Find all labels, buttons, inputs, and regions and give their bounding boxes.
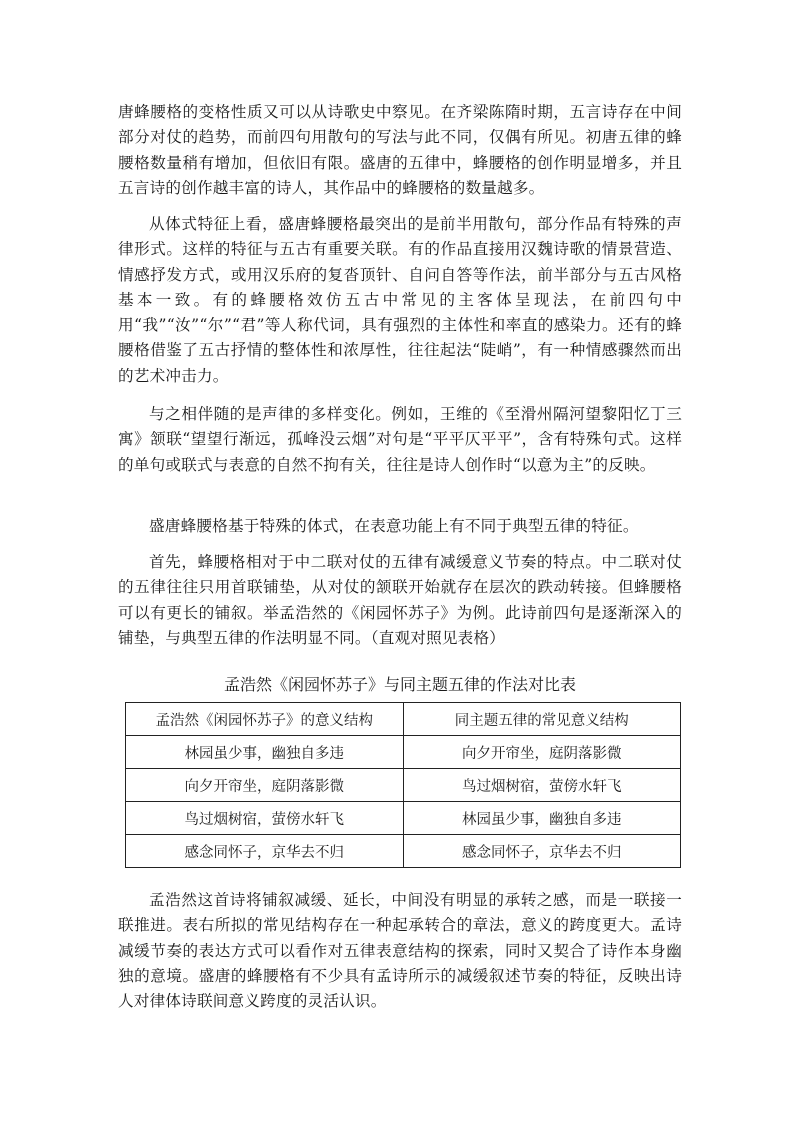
comparison-table [125, 702, 681, 868]
table-cell: 鸟过烟树宿，萤傍水轩飞 [403, 769, 681, 802]
table-header-row [126, 703, 681, 736]
paragraph-5: 首先，蜂腰格相对于中二联对仗的五律有减缓意义节奏的特点。中二联对仗的五律往往只用首联铺垫，从对仗的颔联开始就存在层次的跌动转接。但蜂腰格可以有更长的铺叙。举孟浩然的《闲园怀苏子》为例。此诗前四句是逐渐深入的铺垫，与典型五律的作法明显不同。（直观对照见表格） [118, 553, 682, 647]
table-cell: 向夕开帘坐，庭阴落影微 [403, 736, 681, 769]
table-cell: 感念同怀子，京华去不归 [126, 835, 404, 868]
table-cell: 鸟过烟树宿，萤傍水轩飞 [126, 802, 404, 835]
paragraph-2: 从体式特征上看，盛唐蜂腰格最突出的是前半用散句，部分作品有特殊的声律形式。这样的特征与五古有重要关联。有的作品直接用汉魏诗歌的情景营造、情感抒发方式，或用汉乐府的复沓顶针、自问自答等作法，前半部分与五古风格基本一致。有的蜂腰格效仿五古中常见的主客体呈现法，在前四句中用“我”“汝”“尔”“君”等人称代词，具有强烈的主体性和率直的感染力。还有的蜂腰格借鉴了五古抒情的整体性和浓厚性，往往起法“陡峭”，有一种情感骤然而出的艺术冲击力。 [118, 215, 682, 385]
table-header-cell: 同主题五律的常见意义结构 [403, 703, 681, 736]
table-cell: 林园虽少事，幽独自多违 [126, 736, 404, 769]
paragraph-4: 盛唐蜂腰格基于特殊的体式，在表意功能上有不同于典型五律的特征。 [149, 517, 639, 535]
paragraph-6: 孟浩然这首诗将铺叙减缓、延长，中间没有明显的承转之感，而是一联接一联推进。表右所拟的常见结构存在一种起承转合的章法，意义的跨度更大。孟诗减缓节奏的表达方式可以看作对五律表意结构的探索，同时又契合了诗作本身幽独的意境。盛唐的蜂腰格有不少具有孟诗所示的减缓叙述节奏的特征，反映出诗人对律体诗联间意义跨度的灵活认识。 [118, 891, 682, 1011]
table-row [126, 769, 681, 802]
table-row [126, 802, 681, 835]
table-caption: 孟浩然《闲园怀苏子》与同主题五律的作法对比表 [223, 675, 576, 694]
paragraph-1: 唐蜂腰格的变格性质又可以从诗歌史中察见。在齐梁陈隋时期，五言诗存在中间部分对仗的趋势，而前四句用散句的写法与此不同，仅偶有所见。初唐五律的蜂腰格数量稍有增加，但依旧有限。盛唐的五律中，蜂腰格的创作明显增多，并且五言诗的创作越丰富的诗人，其作品中的蜂腰格的数量越多。 [118, 103, 682, 197]
table-cell: 感念同怀子，京华去不归 [403, 835, 681, 868]
paragraph-3: 与之相伴随的是声律的多样变化。例如，王维的《至滑州隔河望黎阳忆丁三寓》颔联“望望行渐远，孤峰没云烟”对句是“平平仄平平”，含有特殊句式。这样的单句或联式与表意的自然不拘有关，往往是诗人创作时“以意为主”的反映。 [118, 405, 682, 474]
table-row [126, 835, 681, 868]
table-header-cell: 孟浩然《闲园怀苏子》的意义结构 [126, 703, 404, 736]
table-cell: 向夕开帘坐，庭阴落影微 [126, 769, 404, 802]
table-cell: 林园虽少事，幽独自多违 [403, 802, 681, 835]
table-row [126, 736, 681, 769]
